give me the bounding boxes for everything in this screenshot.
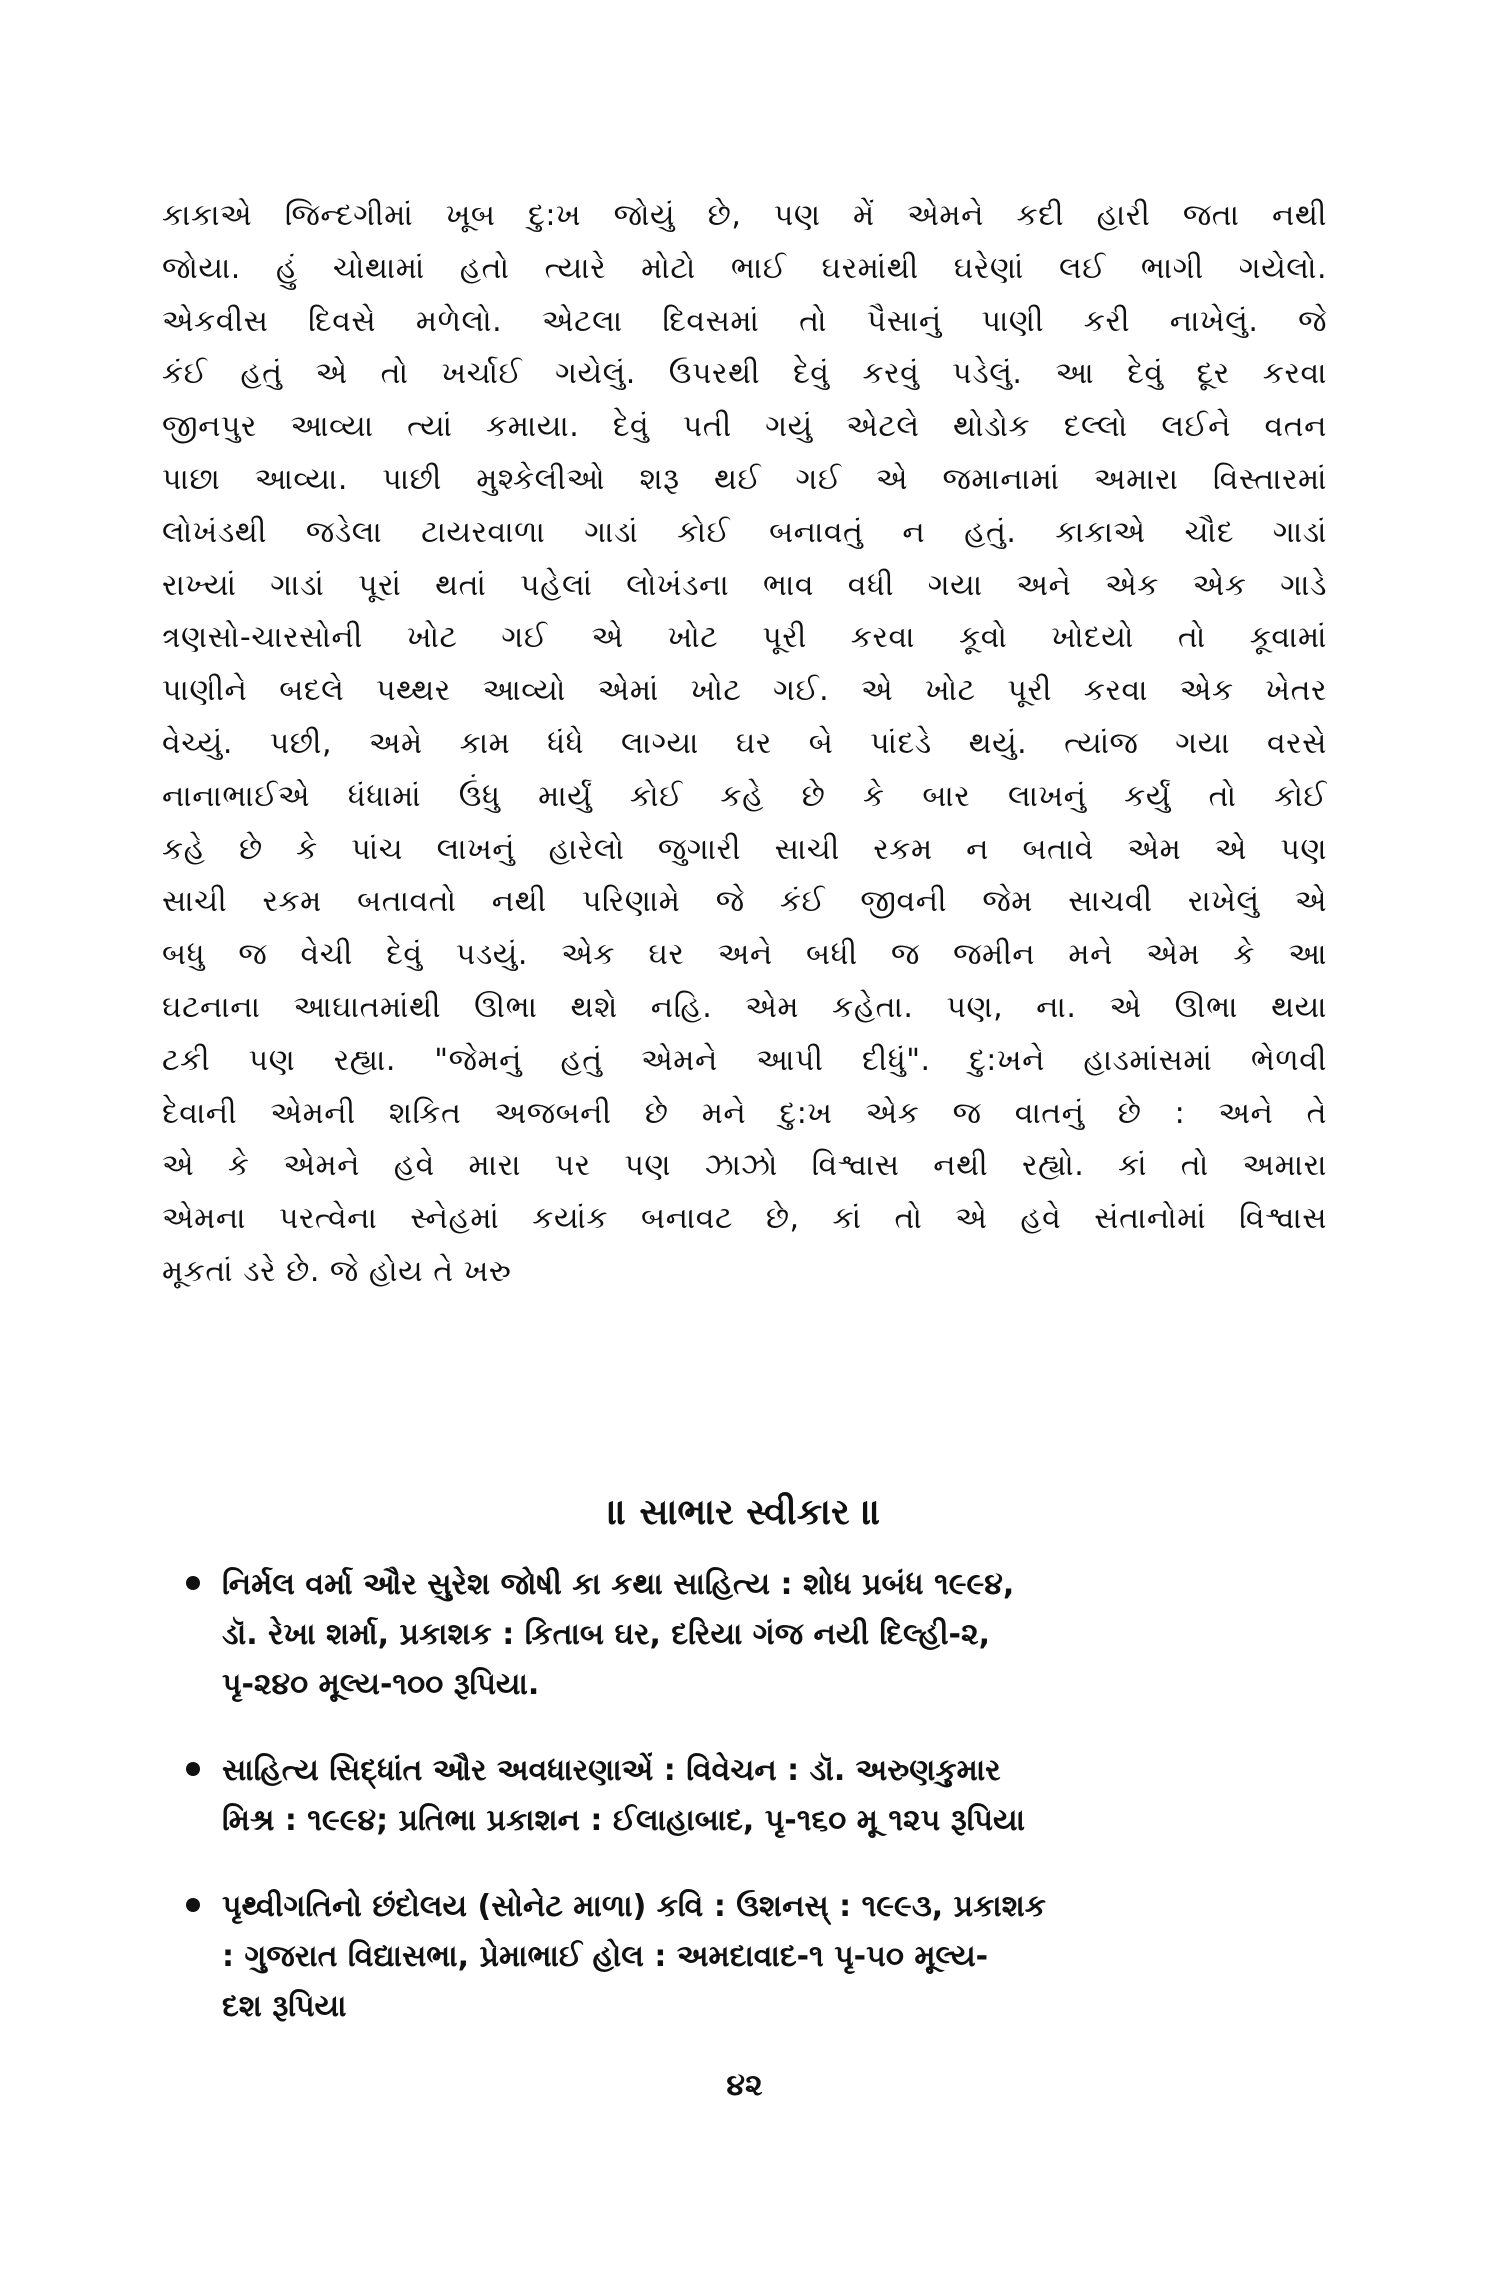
body-line: કાકાએ જિન્દગીમાં ખૂબ દુ:ખ જોયું છે, પણ મેં એમને કદી હારી જતા નથી [162,198,1327,233]
acknowledgement-line: પૃથ્વીગતિનો છંદોલય (સોનેટ માળા) કવિ : ઉશનસ્ : ૧૯૯૩, પ્રકાશક [222,1889,1046,1924]
section-heading: ॥ સાભાર સ્વીકાર ॥ [607,1492,882,1533]
acknowledgement-line: નિર્મલ વર્મા ઔર સુરેશ જોષી કા કથા સાહિત્ય : શોધ પ્રબંધ ૧૯૯૪, [222,1567,1015,1602]
body-line: ત્રણસો-ચારસોની ખોટ ગઈ એ ખોટ પૂરી કરવા કૂવો ખોદયો તો કૂવામાં [162,620,1327,656]
body-line: લોખંડથી જડેલા ટાયરવાળા ગાડાં કોઈ બનાવતું ન હતું. કાકાએ ચૌદ ગાડાં [162,514,1327,550]
body-line: સાચી રકમ બતાવતો નથી પરિણામે જે કંઈ જીવની જેમ સાચવી રાખેલું એ [162,884,1327,920]
body-line: નાનાભાઈએ ધંધામાં ઉંધુ માર્યું કોઈ કહે છે કે બાર લાખનું કર્યું તો કોઈ [162,778,1327,814]
acknowledgement-line: પૃ-૨૪૦ મૂલ્ય-૧૦૦ રૂપિયા. [222,1667,540,1702]
body-line: પાછા આવ્યા. પાછી મુશ્કેલીઓ શરૂ થઈ ગઈ એ જમાનામાં અમારા વિસ્તારમાં [162,461,1327,497]
body-line: એકવીસ દિવસે મળેલો. એટલા દિવસમાં તો પૈસાનું પાણી કરી નાખેલું. જે [162,303,1327,339]
body-paragraph [162,190,1327,1299]
acknowledgement-line: ડૉ. રેખા શર્મા, પ્રકાશક : કિતાબ ઘર, દરિયા ગંજ નયી દિલ્હી-૨, [222,1617,990,1652]
bullet-icon [186,1576,200,1590]
acknowledgement-item [186,1746,1331,1846]
page-number: ૪૨ [726,2068,763,2103]
body-line: દેવાની એમની શકિત અજબની છે મને દુ:ખ એક જ વાતનું છે : અને તે [162,1095,1327,1131]
acknowledgement-item [186,1882,1331,2032]
acknowledgement-list [186,1560,1331,2068]
acknowledgement-item [186,1560,1331,1710]
acknowledgement-line: દશ રૂપિયા [222,1989,347,2024]
body-line: વેચ્યું. પછી, અમે કામ ધંધે લાગ્યા ઘર બે પાંદડે થયું. ત્યાંજ ગયા વરસે [162,725,1327,761]
body-line: એ કે એમને હવે મારા પર પણ ઝાઝો વિશ્વાસ નથી રહ્યો. કાં તો અમારા [162,1148,1327,1184]
body-line: કહે છે કે પાંચ લાખનું હારેલો જુગારી સાચી રકમ ન બતાવે એમ એ પણ [162,831,1327,867]
body-line: જોયા. હું ચોથામાં હતો ત્યારે મોટો ભાઈ ઘરમાંથી ઘરેણાં લઈ ભાગી ગયેલો. [162,250,1327,286]
body-line: કંઈ હતું એ તો ખર્ચાઈ ગયેલું. ઉપરથી દેવું કરવું પડેલું. આ દેવું દૂર કરવા [162,356,1327,392]
body-line: જીનપુર આવ્યા ત્યાં કમાયા. દેવું પતી ગયું એટલે થોડોક દલ્લો લઈને વતન [162,409,1327,445]
body-line: બધુ જ વેચી દેવું પડયું. એક ઘર અને બધી જ જમીન મને એમ કે આ [162,937,1327,973]
acknowledgement-line: મિશ્ર : ૧૯૯૪; પ્રતિભા પ્રકાશન : ઈલાહાબાદ, પૃ-૧૬૦ મૂ ૧૨૫ રૂપિયા [222,1803,1025,1838]
bullet-icon [186,1898,200,1912]
body-line: એમના પરત્વેના સ્નેહમાં કયાંક બનાવટ છે, કાં તો એ હવે સંતાનોમાં વિશ્વાસ [162,1201,1327,1237]
body-line: ટકી પણ રહ્યા. "જેમનું હતું એમને આપી દીધું". દુ:ખને હાડમાંસમાં ભેળવી [162,1042,1327,1078]
body-line: ઘટનાના આઘાતમાંથી ઊભા થશે નહિ. એમ કહેતા. પણ, ના. એ ઊભા થયા [162,989,1327,1025]
bullet-icon [186,1762,200,1776]
body-line: મૂકતાં ડરે છે. જે હોય તે ખરુ [162,1253,512,1289]
body-line: પાણીને બદલે પથ્થર આવ્યો એમાં ખોટ ગઈ. એ ખોટ પૂરી કરવા એક ખેતર [162,673,1327,709]
body-line: રાખ્યાં ગાડાં પૂરાં થતાં પહેલાં લોખંડના ભાવ વધી ગયા અને એક એક ગાડે [162,567,1327,603]
acknowledgement-line: : ગુજરાત વિદ્યાસભા, પ્રેમાભાઈ હોલ : અમદાવાદ-૧ પૃ-૫૦ મૂલ્ય- [222,1939,989,1974]
acknowledgement-line: સાહિત્ય સિદ્ધાંત ઔર અવધારણાએં : વિવેચન : ડૉ. અરુણકુમાર [222,1753,1001,1788]
